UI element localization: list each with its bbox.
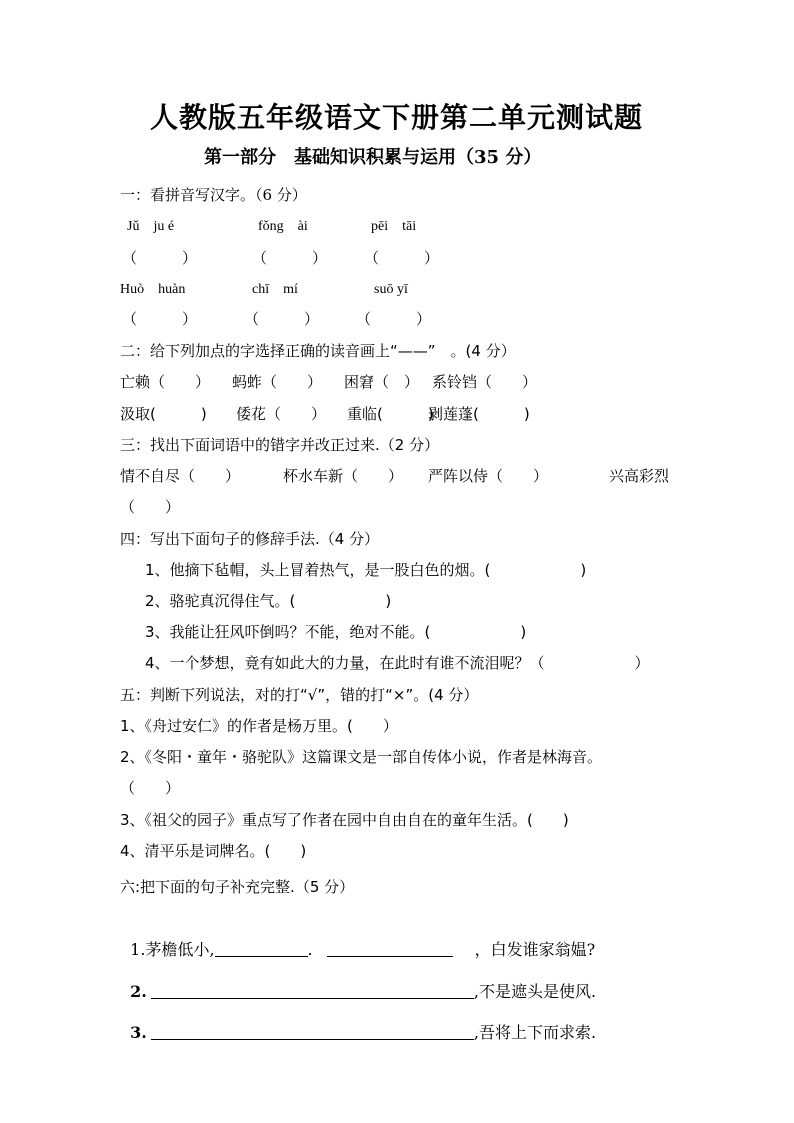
q3-item-bracket[interactable]: （ ） (120, 498, 181, 516)
q3-heading: 三：找出下面词语中的错字并改正过来.（2 分） (120, 436, 440, 454)
pinyin-item: suō yī (374, 282, 408, 297)
q5-item: 1、《舟过安仁》的作者是杨万里。( ） (120, 717, 398, 735)
page-title: 人教版五年级语文下册第二单元测试题 (150, 101, 644, 134)
fill-blank[interactable] (151, 982, 474, 999)
answer-bracket[interactable]: （ ） (122, 249, 198, 267)
q5-item: 2、《冬阳・童年・骆驼队》这篇课文是一部自传体小说，作者是林海音。 (120, 748, 603, 766)
answer-bracket[interactable]: （ ） (252, 249, 328, 267)
q6-item1-mid: . (307, 940, 313, 959)
q6-item2-num: 2. (130, 982, 147, 1001)
q2-item: 倭花（ ） (236, 405, 327, 423)
q5-item: 3、《祖父的园子》重点写了作者在园中自由自在的童年生活。( ) (120, 811, 569, 829)
q3-item: 兴高彩烈 (609, 467, 670, 485)
q4-item: 1、他摘下毡帽，头上冒着热气，是一股白色的烟。( ) (145, 561, 587, 579)
answer-bracket[interactable]: （ ） (122, 310, 198, 328)
q2-item: 重临( ) (347, 405, 434, 423)
answer-bracket[interactable]: （ ） (244, 310, 320, 328)
answer-bracket[interactable]: （ ） (364, 249, 440, 267)
q4-item: 3、我能让狂风吓倒吗？不能，绝对不能。( ) (145, 623, 527, 641)
q3-item: 情不自尽（ ） (120, 467, 241, 485)
q2-item: 亡赖（ ） (120, 373, 211, 391)
pinyin-item: pēi tāi (371, 219, 417, 234)
q4-item: 4、一个梦想，竟有如此大的力量，在此时有谁不流泪呢？（ ） (145, 654, 650, 672)
q2-item: 汲取( ) (120, 405, 207, 423)
q6-item2-end: ,不是遮头是使风. (473, 982, 597, 1001)
q5-heading: 五：判断下列说法，对的打“√”，错的打“×”。(4 分） (120, 686, 479, 704)
q2-item: 蚂蚱（ ） (232, 373, 323, 391)
q6-item3-end: ,吾将上下而求索. (473, 1023, 597, 1042)
q6-item1-end: ，白发谁家翁媪? (474, 940, 596, 959)
q2-item: 系铃铛（ ） (432, 373, 538, 391)
q6-item1-start: 1.茅檐低小, (130, 940, 215, 959)
pinyin-item: fǒng ài (258, 219, 308, 234)
q3-item: 杯水车新（ ） (283, 467, 404, 485)
q6-item (120, 1003, 596, 1043)
q5-item: 4、清平乐是词牌名。( ) (120, 842, 307, 860)
page-subtitle: 第一部分 基础知识积累与运用（35 分） (204, 147, 542, 168)
q6-item (120, 920, 595, 960)
q5-item-bracket[interactable]: （ ） (120, 779, 181, 797)
q2-item: 困窘（ ） (344, 373, 420, 391)
q4-item: 2、骆驼真沉得住气。( ) (145, 592, 392, 610)
pinyin-item: Jǔ ju é (127, 219, 175, 234)
q6-item3-num: 3. (130, 1023, 147, 1042)
answer-bracket[interactable]: （ ） (356, 310, 432, 328)
pinyin-item: chī mí (252, 282, 298, 297)
q6-item (120, 962, 596, 1002)
q1-heading: 一：看拼音写汉字。（6 分） (120, 186, 307, 204)
q3-item: 严阵以侍（ ） (428, 467, 549, 485)
q6-heading: 六:把下面的句子补充完整.（5 分） (120, 878, 355, 896)
pinyin-item: Huò huàn (120, 282, 186, 297)
q2-item: 剥莲蓬( ) (428, 405, 530, 423)
q4-heading: 四：写出下面句子的修辞手法.（4 分） (120, 530, 380, 548)
fill-blank[interactable] (215, 940, 308, 957)
fill-blank[interactable] (327, 940, 453, 957)
q2-heading: 二：给下列加点的字选择正确的读音画上“——” 。(4 分） (120, 342, 516, 360)
fill-blank[interactable] (151, 1023, 474, 1040)
